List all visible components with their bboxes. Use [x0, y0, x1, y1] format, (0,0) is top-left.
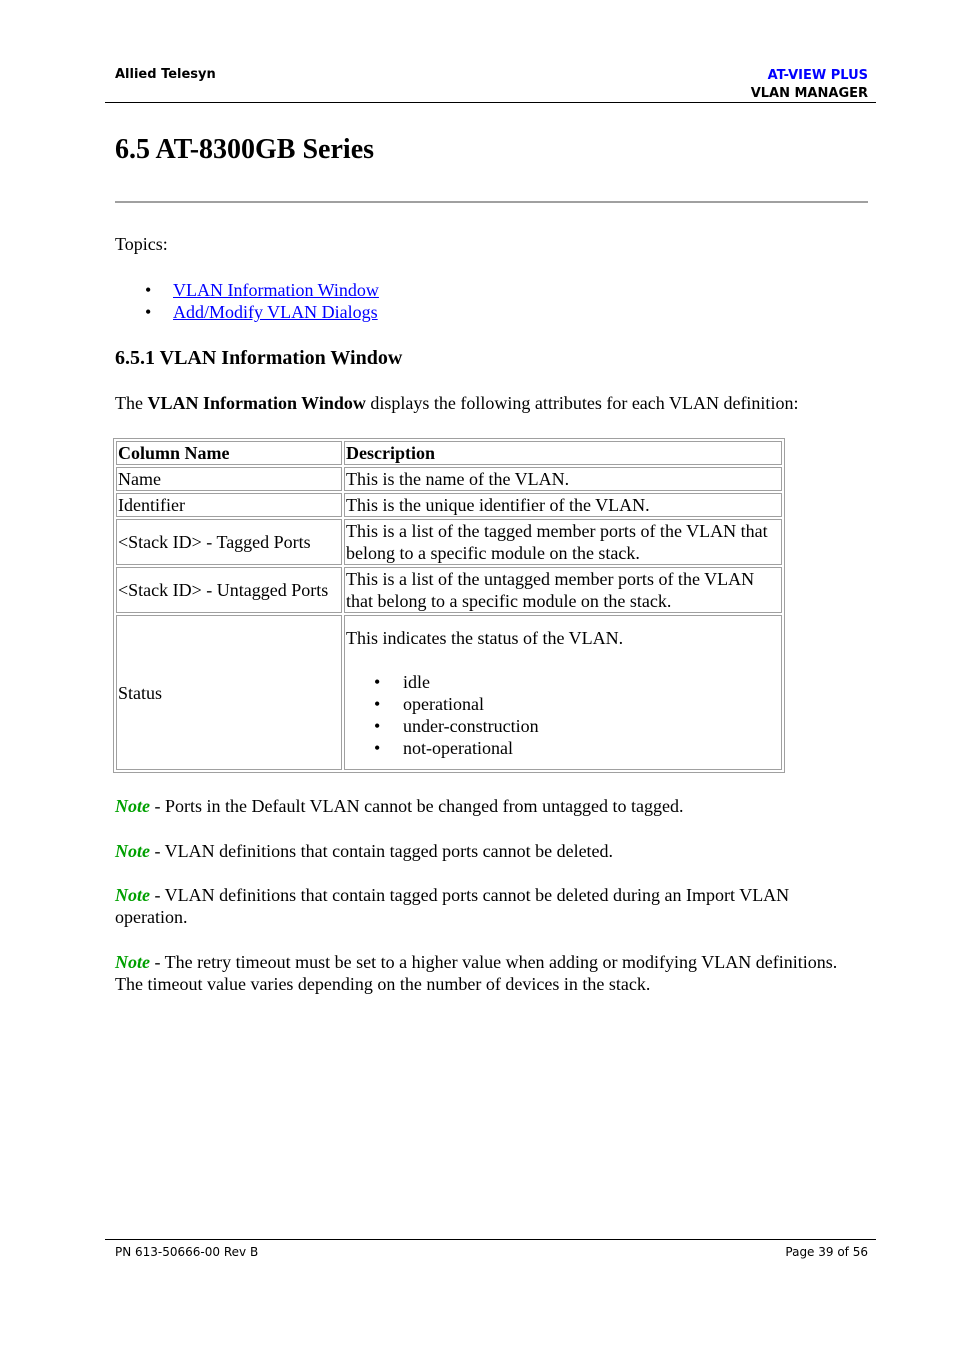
table-cell-desc: This is the unique identifier of the VLAN.	[344, 493, 782, 517]
note-label: Note	[115, 841, 150, 861]
table-row	[116, 519, 782, 565]
table-header-row	[116, 441, 782, 465]
note-label: Note	[115, 796, 150, 816]
header-company: Allied Telesyn	[115, 67, 216, 82]
page-title: 6.5 AT-8300GB Series	[115, 134, 375, 165]
table-cell-name: <Stack ID> - Tagged Ports	[116, 519, 342, 565]
table-cell-name: Status	[116, 615, 342, 770]
link-add-modify-vlan-dialogs[interactable]: Add/Modify VLAN Dialogs	[173, 302, 378, 322]
header-product: AT-VIEW PLUS	[767, 68, 868, 83]
topics-list	[145, 279, 379, 323]
status-desc-text: This indicates the status of the VLAN.	[346, 627, 624, 648]
footer-divider	[105, 1239, 876, 1240]
status-values-list	[346, 671, 780, 759]
table-row-status	[116, 615, 782, 770]
status-value: • under-construction	[346, 715, 780, 737]
table-row	[116, 567, 782, 613]
note-4	[115, 951, 850, 995]
table-cell-name: Name	[116, 467, 342, 491]
note-text: - VLAN definitions that contain tagged ports cannot be deleted.	[150, 841, 614, 861]
table-header-column-name: Column Name	[116, 441, 342, 465]
note-1	[115, 795, 850, 817]
topics-label: Topics:	[115, 234, 168, 254]
note-text: - Ports in the Default VLAN cannot be changed from untagged to tagged.	[150, 796, 684, 816]
status-value: • operational	[346, 693, 780, 715]
title-divider	[115, 201, 868, 203]
section-intro	[115, 393, 798, 414]
header-product-block	[751, 67, 868, 103]
table-cell-desc: This is a list of the untagged member ports of the VLAN that belong to a specific module on the stack.	[344, 567, 782, 613]
note-3	[115, 884, 850, 928]
note-text: - The retry timeout must be set to a higher value when adding or modifying VLAN definitions. The timeout value varies depending on the number of devices in the stack.	[115, 952, 838, 994]
status-value: • not-operational	[346, 737, 780, 759]
intro-suffix: displays the following attributes for each VLAN definition:	[365, 393, 799, 413]
table-row	[116, 493, 782, 517]
header-divider	[105, 102, 876, 103]
table-cell-desc: This is the name of the VLAN.	[344, 467, 782, 491]
intro-bold: VLAN Information Window	[147, 393, 366, 413]
note-2	[115, 840, 850, 862]
note-label: Note	[115, 952, 150, 972]
table-cell-desc	[344, 615, 782, 770]
topics-list-item	[145, 301, 379, 323]
link-vlan-information-window[interactable]: VLAN Information Window	[173, 280, 379, 300]
table-header-description: Description	[344, 441, 782, 465]
note-label: Note	[115, 885, 150, 905]
table-cell-name: Identifier	[116, 493, 342, 517]
footer-part-number: PN 613-50666-00 Rev B	[115, 1245, 259, 1259]
intro-prefix: The	[115, 393, 148, 413]
table-row	[116, 467, 782, 491]
attributes-table	[113, 438, 785, 773]
topics-list-item	[145, 279, 379, 301]
section-heading: 6.5.1 VLAN Information Window	[115, 347, 403, 369]
table-cell-desc: This is a list of the tagged member ports of the VLAN that belong to a specific module on the stack.	[344, 519, 782, 565]
status-value: • idle	[346, 671, 780, 693]
header-module: VLAN MANAGER	[750, 86, 868, 101]
table-cell-name: <Stack ID> - Untagged Ports	[116, 567, 342, 613]
footer-page-number: Page 39 of 56	[785, 1245, 868, 1259]
note-text: - VLAN definitions that contain tagged ports cannot be deleted during an Import VLAN operation.	[115, 885, 790, 927]
